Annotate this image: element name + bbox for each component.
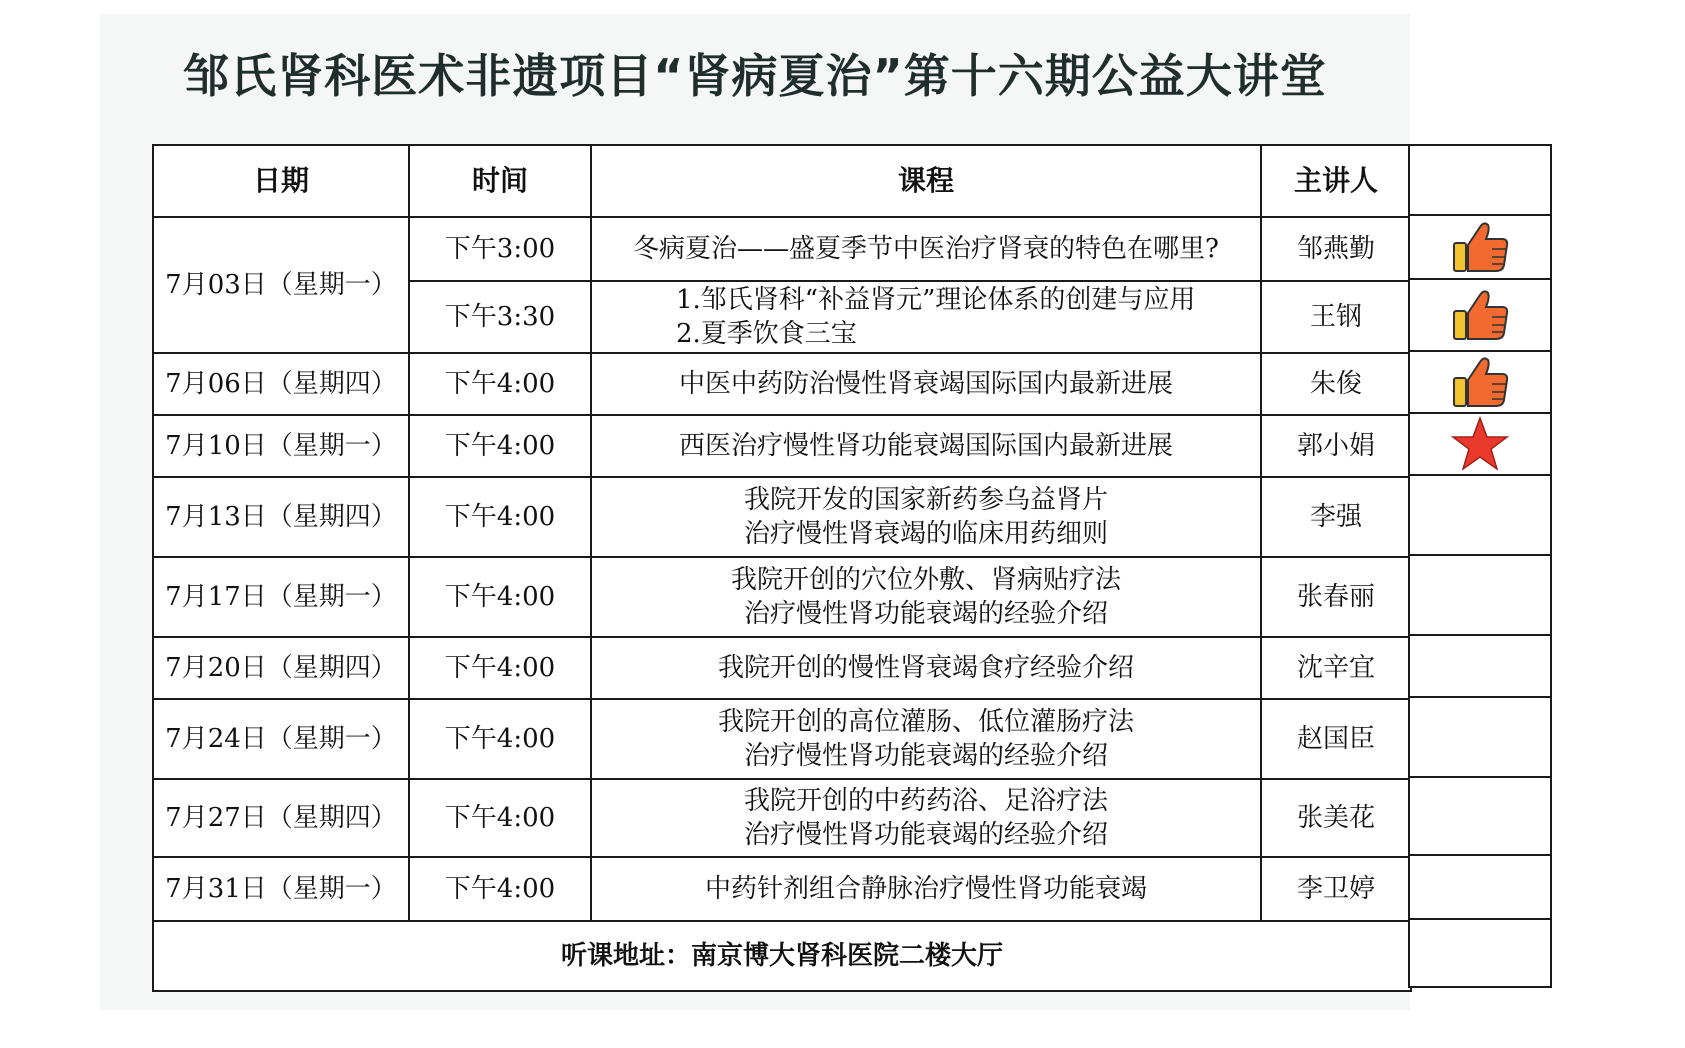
date-cell: 7月24日（星期一） [153, 699, 409, 779]
course-cell [591, 857, 1261, 921]
mark-cell [1408, 634, 1552, 698]
mark-cell [1408, 350, 1552, 414]
course-line: 冬病夏治——盛夏季节中医治疗肾衰的特色在哪里? [633, 234, 1219, 264]
speaker-cell: 张美花 [1261, 779, 1411, 857]
course-cell [591, 779, 1261, 857]
speaker-cell: 李卫婷 [1261, 857, 1411, 921]
thumbs-up-icon [1448, 287, 1512, 343]
course-line: 1.邹氏肾科“补益肾元”理论体系的创建与应用 [676, 285, 1196, 315]
course-line: 治疗慢性肾功能衰竭的经验介绍 [743, 820, 1108, 850]
lecture-address: 听课地址：南京博大肾科医院二楼大厅 [153, 921, 1411, 991]
course-cell [591, 353, 1261, 415]
mark-cell [1408, 696, 1552, 778]
course-line: 我院开创的高位灌肠、低位灌肠疗法 [717, 707, 1134, 737]
table-row [153, 699, 1411, 779]
star-icon [1450, 415, 1510, 473]
thumbs-up-icon [1448, 219, 1512, 275]
thumbs-up-icon [1448, 354, 1512, 410]
mark-cell [1408, 776, 1552, 856]
speaker-cell: 邹燕勤 [1261, 217, 1411, 281]
mark-cell [1408, 854, 1552, 920]
table-row [153, 477, 1411, 557]
table-row [153, 217, 1411, 281]
course-line: 治疗慢性肾衰竭的临床用药细则 [743, 519, 1108, 549]
table-row [153, 857, 1411, 921]
table-row [153, 637, 1411, 699]
date-cell: 7月06日（星期四） [153, 353, 409, 415]
speaker-cell: 朱俊 [1261, 353, 1411, 415]
speaker-cell: 张春丽 [1261, 557, 1411, 637]
date-cell: 7月27日（星期四） [153, 779, 409, 857]
course-cell [591, 477, 1261, 557]
course-line: 我院开发的国家新药参乌益肾片 [743, 485, 1108, 515]
mark-header-cell [1408, 144, 1552, 216]
speaker-cell: 王钢 [1261, 281, 1411, 353]
table-row [153, 353, 1411, 415]
course-cell [591, 637, 1261, 699]
course-cell [591, 557, 1261, 637]
time-cell: 下午4:00 [409, 557, 591, 637]
course-line: 治疗慢性肾功能衰竭的经验介绍 [743, 741, 1108, 771]
course-cell [591, 415, 1261, 477]
course-line: 中药针剂组合静脉治疗慢性肾功能衰竭 [704, 874, 1147, 904]
time-cell: 下午4:00 [409, 699, 591, 779]
course-line: 我院开创的中药药浴、足浴疗法 [743, 786, 1108, 816]
table-row [153, 415, 1411, 477]
time-cell: 下午4:00 [409, 415, 591, 477]
course-line: 我院开创的穴位外敷、肾病贴疗法 [730, 565, 1121, 595]
header-date: 日期 [153, 145, 409, 217]
course-line: 西医治疗慢性肾功能衰竭国际国内最新进展 [678, 431, 1173, 461]
time-cell: 下午3:00 [409, 217, 591, 281]
mark-cell [1408, 554, 1552, 636]
date-cell: 7月17日（星期一） [153, 557, 409, 637]
course-line: 我院开创的慢性肾衰竭食疗经验介绍 [717, 653, 1134, 683]
mark-cell [1408, 214, 1552, 280]
mark-cell [1408, 474, 1552, 556]
table-row [153, 779, 1411, 857]
time-cell: 下午4:00 [409, 637, 591, 699]
header-time: 时间 [409, 145, 591, 217]
time-cell: 下午4:00 [409, 779, 591, 857]
header-course: 课程 [591, 145, 1261, 217]
schedule-table [152, 144, 1412, 992]
date-cell: 7月03日（星期一） [153, 217, 409, 353]
speaker-cell: 赵国臣 [1261, 699, 1411, 779]
course-cell [591, 217, 1261, 281]
speaker-cell: 李强 [1261, 477, 1411, 557]
course-line: 治疗慢性肾功能衰竭的经验介绍 [743, 599, 1108, 629]
time-cell: 下午3:30 [409, 281, 591, 353]
date-cell: 7月31日（星期一） [153, 857, 409, 921]
table-header-row [153, 145, 1411, 217]
course-line: 2.夏季饮食三宝 [676, 319, 857, 349]
speaker-cell: 郭小娟 [1261, 415, 1411, 477]
mark-cell [1408, 278, 1552, 352]
time-cell: 下午4:00 [409, 353, 591, 415]
course-line: 中医中药防治慢性肾衰竭国际国内最新进展 [678, 369, 1173, 399]
time-cell: 下午4:00 [409, 477, 591, 557]
page-title: 邹氏肾科医术非遗项目“肾病夏治”第十六期公益大讲堂 [183, 49, 1327, 103]
course-cell [591, 699, 1261, 779]
mark-cell [1408, 412, 1552, 476]
time-cell: 下午4:00 [409, 857, 591, 921]
date-cell: 7月10日（星期一） [153, 415, 409, 477]
table-row [153, 557, 1411, 637]
mark-cell [1408, 918, 1552, 988]
footer-row [153, 921, 1411, 991]
date-cell: 7月13日（星期四） [153, 477, 409, 557]
header-speaker: 主讲人 [1261, 145, 1411, 217]
date-cell: 7月20日（星期四） [153, 637, 409, 699]
speaker-cell: 沈辛宜 [1261, 637, 1411, 699]
course-cell [591, 281, 1261, 353]
